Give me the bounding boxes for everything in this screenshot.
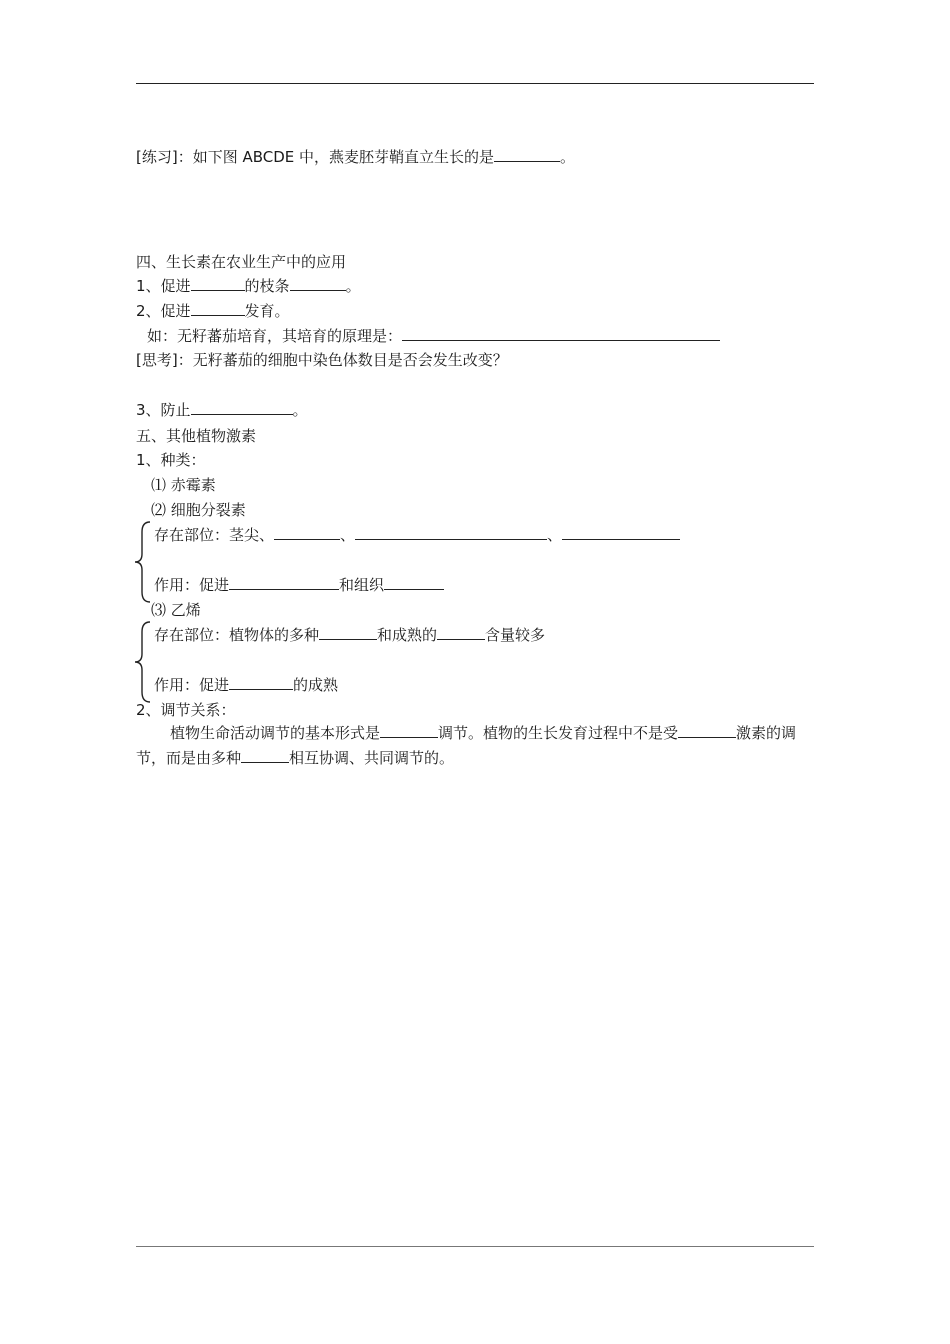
- answer-blank[interactable]: [229, 575, 339, 590]
- cytokinin-location: [154, 525, 680, 545]
- answer-blank[interactable]: [380, 723, 438, 738]
- text: 和成熟的: [377, 626, 438, 644]
- text: 作用：促进: [154, 576, 230, 594]
- example-line: [147, 326, 720, 346]
- ethylene: ⑶ 乙烯: [151, 601, 201, 619]
- practice-text: [练习]：如下图 ABCDE 中，燕麦胚芽鞘直立生长的是: [136, 148, 495, 166]
- text: 含量较多: [485, 626, 546, 644]
- punct: 。: [560, 148, 576, 166]
- brace-ethylene: [132, 620, 152, 704]
- think-question: [思考]：无籽蕃茄的细胞中染色体数目是否会发生改变？: [136, 351, 508, 369]
- text: 的成熟: [293, 676, 339, 694]
- section-5-heading: 五、其他植物激素: [136, 427, 257, 445]
- gibberellin: ⑴ 赤霉素: [151, 476, 216, 494]
- text: 作用：促进: [154, 676, 230, 694]
- answer-blank[interactable]: [678, 723, 736, 738]
- answer-blank[interactable]: [355, 525, 547, 540]
- text: 存在部位：茎尖、: [154, 526, 275, 544]
- answer-blank[interactable]: [319, 625, 377, 640]
- text: 1、促进: [136, 277, 191, 295]
- text: 。: [292, 401, 308, 419]
- text: 存在部位：植物体的多种: [154, 626, 320, 644]
- text: 的枝条: [244, 277, 290, 295]
- answer-blank[interactable]: [402, 326, 720, 341]
- answer-blank[interactable]: [191, 276, 245, 291]
- answer-blank[interactable]: [229, 675, 293, 690]
- ethylene-location: [154, 625, 545, 645]
- text: 发育。: [244, 302, 290, 320]
- practice-question: [136, 127, 575, 167]
- regulation-paragraph: [136, 721, 814, 770]
- item-4-3: [136, 400, 308, 420]
- answer-blank[interactable]: [437, 625, 485, 640]
- text: 如：无籽蕃茄培育，其培育的原理是：: [147, 327, 403, 345]
- cytokinin: ⑵ 细胞分裂素: [151, 501, 246, 519]
- footer-rule: [136, 1246, 814, 1247]
- brace-cytokinin: [132, 520, 152, 604]
- text: 调节。植物的生长发育过程中不是受: [438, 724, 679, 742]
- answer-blank[interactable]: [562, 525, 680, 540]
- text: 3、防止: [136, 401, 191, 419]
- ethylene-action: [154, 675, 338, 695]
- answer-blank[interactable]: [241, 748, 289, 763]
- text: 相互协调、共同调节的。: [289, 748, 455, 767]
- text: 和组织: [339, 576, 385, 594]
- text: 。: [345, 277, 361, 295]
- regulation-label: 2、调节关系：: [136, 701, 236, 719]
- header-rule: [136, 83, 814, 84]
- answer-blank[interactable]: [274, 525, 340, 540]
- text: 激素的调节，而是由多种: [136, 724, 797, 767]
- answer-blank[interactable]: [191, 301, 245, 316]
- text: 2、促进: [136, 302, 191, 320]
- text: 植物生命活动调节的基本形式是: [170, 724, 381, 742]
- text: 、: [547, 526, 563, 544]
- answer-blank[interactable]: [191, 400, 293, 415]
- item-4-2: [136, 301, 290, 321]
- item-4-1: [136, 276, 361, 296]
- section-4-heading: 四、生长素在农业生产中的应用: [136, 253, 347, 271]
- text: 、: [340, 526, 356, 544]
- answer-blank[interactable]: [494, 147, 560, 162]
- answer-blank[interactable]: [384, 575, 444, 590]
- cytokinin-action: [154, 575, 444, 595]
- kinds-label: 1、种类：: [136, 451, 206, 469]
- answer-blank[interactable]: [290, 276, 346, 291]
